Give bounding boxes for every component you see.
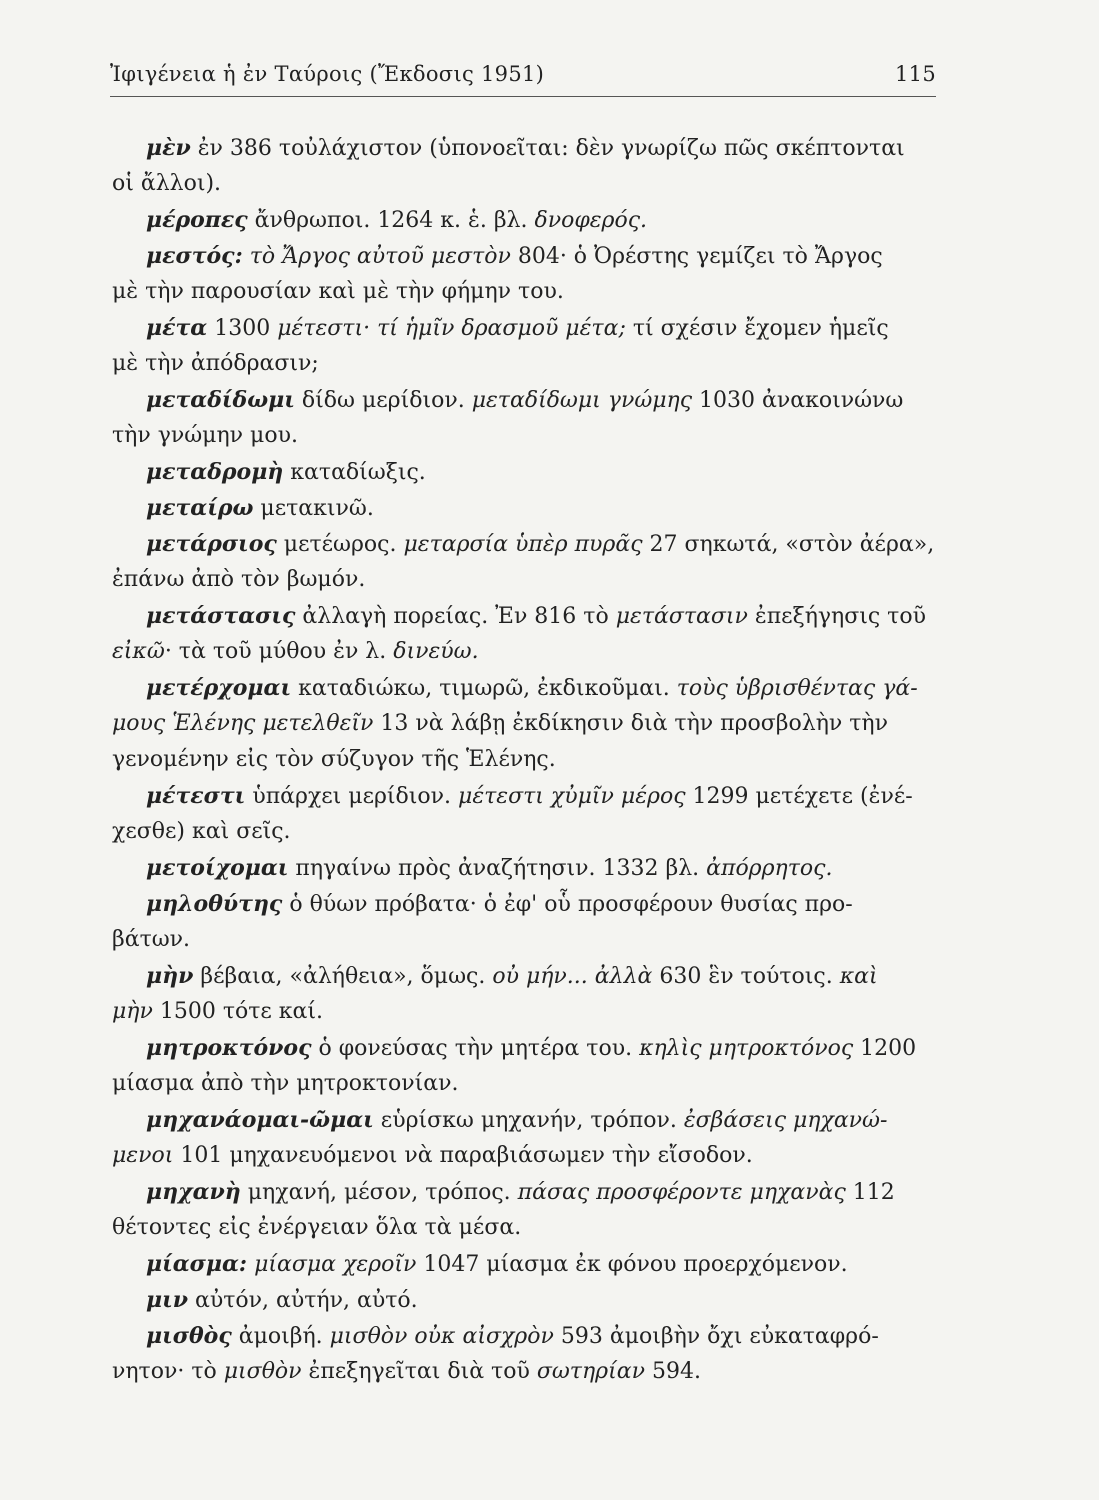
header-title: Ἰφιγένεια ἡ ἐν Ταύροις (Ἔκδοσις 1951) [110, 62, 545, 86]
entry-metesti-cont [112, 814, 936, 850]
entry-text: βάτων. [112, 927, 191, 952]
entry-text: 27 σηκωτά, «στὸν ἀέρα», [642, 532, 935, 557]
quotation: τὸ Ἄργος αὐτοῦ μεστὸν [242, 244, 511, 269]
quotation: μους Ἑλένης μετελθεῖν [112, 711, 374, 736]
entry-metadidomi-cont [112, 418, 936, 454]
headword: μέροπες [146, 207, 248, 233]
entry-text: πηγαίνω πρὸς ἀναζήτησιν. 1332 βλ. [288, 856, 707, 881]
quotation: ἀλλὰ [594, 964, 653, 989]
headword: μίασμα: [146, 1251, 248, 1277]
headword: μὴν [146, 963, 194, 989]
quotation: μὴν [112, 999, 153, 1024]
headword: μηχανὴ [146, 1179, 241, 1205]
entry-text: αὐτόν, αὐτήν, αὐτό. [188, 1288, 418, 1313]
cross-reference: δνοφερός. [534, 208, 648, 233]
entry-text: μὲ τὴν ἀπόδρασιν; [112, 351, 319, 376]
entry-mechane [112, 1174, 936, 1211]
entry-metroktonos-cont [112, 1066, 936, 1102]
entry-misthos [112, 1318, 936, 1355]
entry-text: 101 μηχανευόμενοι νὰ παραβιάσωμεν τὴν εἴσοδον. [173, 1143, 753, 1168]
entry-text: ἐν 386 τοὐλάχιστον (ὑπονοεῖται: δὲν γνωρίζω πῶς σκέπτονται [190, 136, 905, 161]
quotation: καὶ [839, 964, 878, 989]
headword: μηλοθύτης [146, 891, 283, 917]
headword: μεταδίδωμι [146, 387, 295, 413]
entry-metarsios [112, 526, 936, 563]
headword: μετάστασις [146, 603, 296, 629]
entry-metairo [112, 490, 936, 527]
entry-text: οἱ ἄλλοι). [112, 171, 222, 196]
entry-miasma [112, 1246, 936, 1283]
headword: μετέρχομαι [146, 675, 292, 701]
entry-misthos-cont [112, 1354, 936, 1390]
entry-text: χεσθε) καὶ σεῖς. [112, 819, 291, 844]
entry-text: 1500 τότε καί. [152, 999, 324, 1024]
entry-text: 804· ὁ Ὀρέστης γεμίζει τὸ Ἄργος [510, 244, 883, 269]
entry-metastasis [112, 598, 936, 635]
cross-reference: ἀπόρρητος. [706, 856, 833, 881]
entry-metoichomai [112, 850, 936, 887]
entry-text: ὁ θύων πρόβατα· ὁ ἐφ' οὗ προσφέρουν θυσίας προ- [282, 892, 853, 917]
entry-meropes [112, 202, 936, 239]
entry-text: 630 ἓν τούτοις. [652, 964, 840, 989]
entry-text: τὴν γνώμην μου. [112, 423, 298, 448]
headword: μεταίρω [146, 495, 254, 521]
headword: μέτεστι [146, 783, 246, 809]
quotation: πάσας προσφέροντε μηχανὰς [517, 1180, 846, 1205]
entry-text: εὑρίσκω μηχανήν, τρόπον. [373, 1108, 684, 1133]
entry-metroktonos [112, 1030, 936, 1067]
headword: μετάρσιος [146, 531, 277, 557]
entry-text: καταδιώκω, τιμωρῶ, ἐκδικοῦμαι. [291, 676, 677, 701]
quotation: μέτεστι· τί ἡμῖν δρασμοῦ μέτα; [277, 316, 626, 341]
entry-text: δίδω μερίδιον. [294, 388, 472, 413]
entry-mechanaomai-cont [112, 1138, 936, 1174]
entry-text: 1030 ἀνακοινώνω [692, 388, 904, 413]
headword: μισθὸς [146, 1323, 232, 1349]
entry-text: μετέωρος. [276, 532, 404, 557]
entry-melothytes [112, 886, 936, 923]
entry-meterchomai [112, 670, 936, 707]
entry-text: ἐπεξήγησις τοῦ [747, 604, 926, 629]
page-number: 115 [895, 62, 936, 86]
entry-men-particle-cont [112, 994, 936, 1030]
entry-text: 13 νὰ λάβῃ ἐκδίκησιν διὰ τὴν προσβολὴν τὴν [373, 711, 888, 736]
quotation: τοὺς ὑβρισθέντας γά- [676, 676, 918, 701]
entry-text: τί σχέσιν ἔχομεν ἡμεῖς [625, 316, 889, 341]
entry-text: ἀμοιβή. [231, 1324, 330, 1349]
entry-metarsios-cont [112, 562, 936, 598]
entry-men-particle [112, 958, 936, 995]
entry-text: 594. [644, 1359, 701, 1384]
entry-mestos [112, 238, 936, 275]
quotation: εἰκῶ [112, 639, 165, 664]
quotation: μισθὸν [223, 1359, 302, 1384]
entry-text [247, 1252, 254, 1277]
quotation: οὐ μήν... [492, 964, 588, 989]
entry-melothytes-cont [112, 922, 936, 958]
entry-meta-cont [112, 346, 936, 382]
entry-text: βέβαια, «ἀλήθεια», ὅμως. [193, 964, 493, 989]
entry-min [112, 1282, 936, 1319]
quotation: μετάστασιν [615, 604, 748, 629]
entry-text: μετακινῶ. [253, 496, 374, 521]
headword: μετοίχομαι [146, 855, 289, 881]
entry-metadrome [112, 454, 936, 491]
cross-reference: δινεύω. [393, 639, 479, 664]
entry-text: γενομένην εἰς τὸν σύζυγον τῆς Ἑλένης. [112, 747, 556, 772]
headword: μιν [146, 1287, 189, 1313]
entry-text: 593 ἀμοιβὴν ὄχι εὐκαταφρό- [553, 1324, 879, 1349]
entry-metadidomi [112, 382, 936, 419]
headword: μέτα [146, 315, 208, 341]
entry-meterchomai-cont2 [112, 742, 936, 778]
entry-men-cont [112, 166, 936, 202]
headword: μὲν [146, 135, 191, 161]
entry-text: θέτοντες εἰς ἐνέργειαν ὅλα τὰ μέσα. [112, 1215, 522, 1240]
entry-text: 1299 μετέχετε (ἐνέ- [685, 784, 913, 809]
entry-metastasis-cont [112, 634, 936, 670]
entry-meterchomai-cont [112, 706, 936, 742]
entry-text: 1047 μίασμα ἐκ φόνου προερχόμενον. [416, 1252, 848, 1277]
entry-text: 1300 [207, 316, 278, 341]
quotation: μεταδίδωμι γνώμης [471, 388, 693, 413]
entry-text: μηχανή, μέσον, τρόπος. [240, 1180, 518, 1205]
quotation: σωτηρίαν [536, 1359, 645, 1384]
entry-metesti [112, 778, 936, 815]
entry-text: 112 [845, 1180, 895, 1205]
headword: μηχανάομαι-ῶμαι [146, 1107, 374, 1133]
headword: μεστός: [146, 243, 243, 269]
entry-text: μὲ τὴν παρουσίαν καὶ μὲ τὴν φήμην του. [112, 279, 564, 304]
entry-text: · τὰ τοῦ μύθου ἐν λ. [164, 639, 394, 664]
quotation: μισθὸν οὐκ αἰσχρὸν [329, 1324, 554, 1349]
entry-text: 1200 [853, 1036, 917, 1061]
entry-text: ὁ φονεύσας τὴν μητέρα του. [311, 1036, 640, 1061]
headword: μητροκτόνος [146, 1035, 312, 1061]
entry-text: ἀλλαγὴ πορείας. Ἐν 816 τὸ [295, 604, 616, 629]
entry-text [588, 964, 595, 989]
entry-text: ἐπεξηγεῖται διὰ τοῦ [301, 1359, 537, 1384]
quotation: μεταρσία ὑπὲρ πυρᾶς [403, 532, 643, 557]
running-header [110, 62, 936, 92]
quotation: μέτεστι χὐμῖν μέρος [458, 784, 686, 809]
quotation: ἐσβάσεις μηχανώ- [683, 1108, 888, 1133]
entry-text: ἐπάνω ἀπὸ τὸν βωμόν. [112, 567, 366, 592]
quotation: μίασμα χεροῖν [254, 1252, 417, 1277]
quotation: κηλὶς μητροκτόνος [639, 1036, 854, 1061]
headword: μεταδρομὴ [146, 459, 284, 485]
entry-text: ἄνθρωποι. 1264 κ. ἑ. βλ. [247, 208, 535, 233]
entry-mestos-cont [112, 274, 936, 310]
entry-men [112, 130, 936, 167]
entry-text: νητον· τὸ [112, 1359, 224, 1384]
entry-mechanaomai [112, 1102, 936, 1139]
entry-text: μίασμα ἀπὸ τὴν μητροκτονίαν. [112, 1071, 459, 1096]
entry-mechane-cont [112, 1210, 936, 1246]
entry-text: καταδίωξις. [283, 460, 426, 485]
entry-text: ὑπάρχει μερίδιον. [245, 784, 459, 809]
entry-meta [112, 310, 936, 347]
quotation: μενοι [112, 1143, 174, 1168]
header-rule [110, 96, 936, 97]
